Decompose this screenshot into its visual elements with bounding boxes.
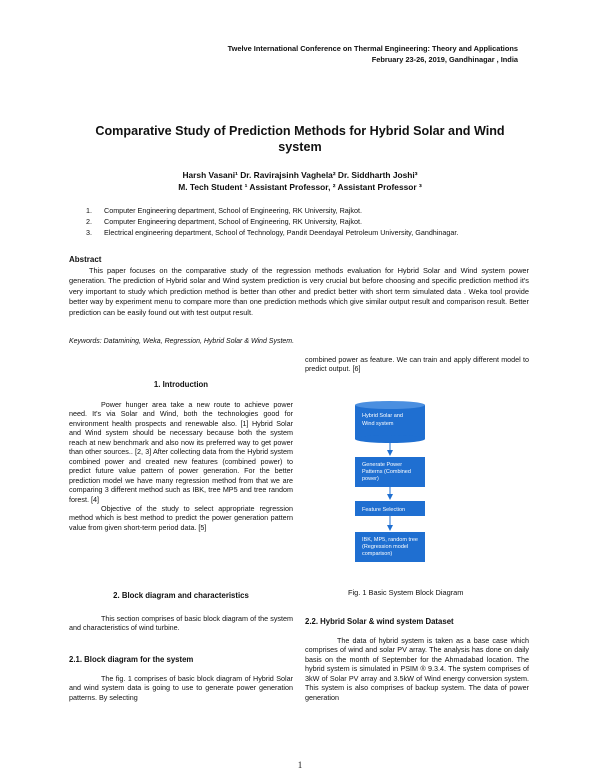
paragraph: combined power as feature. We can train and apply different model to predict output. [6] (305, 355, 529, 374)
abstract-heading: Abstract (69, 255, 102, 264)
node-label: power) (362, 476, 379, 482)
affiliation-number: 2. (86, 217, 92, 227)
paragraph: Power hunger area take a new route to achieve power need. It's via Solar and Wind, both the technologies good for environment health prospects and renewable also. [1] Hybrid Solar and Wind system should be necessary because both the system reach at new benchmark and also now its preferred way to get power than other sources.. [2, 3] After collecting data from the Hybrid system combined power and created new features (combined power) to predict future value pattern of power generation. For the better prediction model we have many regression method from that we are comparing 3 different method such as IBK, tree MP5 and tree random forest. [4] (69, 400, 293, 504)
affiliation-item (86, 205, 546, 216)
affiliation-text: Electrical engineering department, School of Technology, Pandit Deendayal Petroleum University, Gandhinagar. (104, 228, 459, 238)
paragraph: Objective of the study to select appropriate regression method which is best method to predict the power generation pattern value from given short-term period data. [5] (69, 503, 293, 532)
conference-name: Twelve International Conference on Thermal Engineering: Theory and Applications (227, 44, 518, 53)
paragraph: The fig. 1 comprises of basic block diagram of Hybrid Solar and wind system data is going to use to generate power generation patterns. By selecting (69, 674, 293, 702)
paragraph: The data of hybrid system is taken as a base case which comprises of wind and solar PV array. The analysis has done on daily basis on the month of September for the Ahmadabad location. The hybrid system is simulated in PSIM ® 9.3.4. The system comprises of 3kW of Solar PV array and 3.5kW of Wind energy conversion system. This system is also comprises of backup system. The data of power generation (305, 636, 529, 702)
affiliation-number: 3. (86, 228, 92, 238)
node-label: Hybrid Solar and (362, 413, 403, 419)
diagram-node-feature-selection (355, 501, 425, 516)
section-heading-block-diagram: 2. Block diagram and characteristics (113, 591, 249, 600)
title-line-2: system (278, 140, 322, 154)
diagram-node-generate-power (355, 457, 425, 487)
author-names: Harsh Vasani¹ Dr. Ravirajsinh Vaghela² Dr. Siddharth Joshi³ (182, 170, 418, 180)
node-label: (Regression model (362, 544, 409, 550)
paragraph: This section comprises of basic block diagram of the system and characteristics of wind turbine. (69, 614, 293, 633)
introduction-text (69, 400, 293, 532)
section-heading-introduction: 1. Introduction (153, 380, 209, 389)
subsection-heading-2-1: 2.1. Block diagram for the system (69, 655, 194, 664)
affiliation-text: Computer Engineering department, School of Engineering, RK University, Rajkot. (104, 206, 362, 215)
node-label: Patterns (Combined (362, 469, 411, 475)
conference-date-location: February 23-26, 2019, Gandhinagar , India (371, 54, 518, 64)
affiliation-item (86, 216, 546, 227)
affiliation-item (86, 227, 546, 238)
node-label: comparison) (362, 551, 393, 557)
figure-caption: Fig. 1 Basic System Block Diagram (348, 588, 464, 597)
paper-title (40, 123, 560, 155)
page-number: 1 (297, 760, 303, 770)
author-roles: M. Tech Student ¹ Assistant Professor, ² Assistant Professor ³ (178, 181, 422, 192)
abstract-body: This paper focuses on the comparative study of the regression methods evaluation for Hybrid Solar and Wind system power generation. The prediction of Hybrid solar and Wind system prediction is very crucial but before choosing and specific prediction method it's very important to study which prediction method is better than other and predict better with short term simulated data . Weka tool provide better way by experiment menu to compare more than one prediction methods which give similar output result and comparison result. Better prediction can be easily found out with test output result. (69, 266, 529, 317)
keywords: Keywords: Datamining, Weka, Regression, Hybrid Solar & Wind System. (69, 338, 295, 345)
node-label: Generate Power (362, 462, 403, 468)
conference-header (228, 44, 518, 65)
author-block (40, 170, 560, 193)
diagram-node-hybrid-system (355, 401, 425, 443)
affiliation-number: 1. (86, 206, 92, 215)
block-diagram (340, 385, 500, 575)
node-label: Feature Selection (362, 507, 406, 513)
affiliation-list (86, 205, 546, 239)
node-label: IBK, MP5, random tree (362, 537, 418, 543)
affiliation-text: Computer Engineering department, School of Engineering, RK University, Rajkot. (104, 217, 362, 227)
diagram-node-regression-comparison (355, 532, 425, 562)
title-line-1: Comparative Study of Prediction Methods for Hybrid Solar and Wind (95, 124, 505, 138)
subsection-heading-2-2: 2.2. Hybrid Solar & wind system Dataset (305, 617, 454, 626)
node-label: Wind system (362, 421, 394, 427)
